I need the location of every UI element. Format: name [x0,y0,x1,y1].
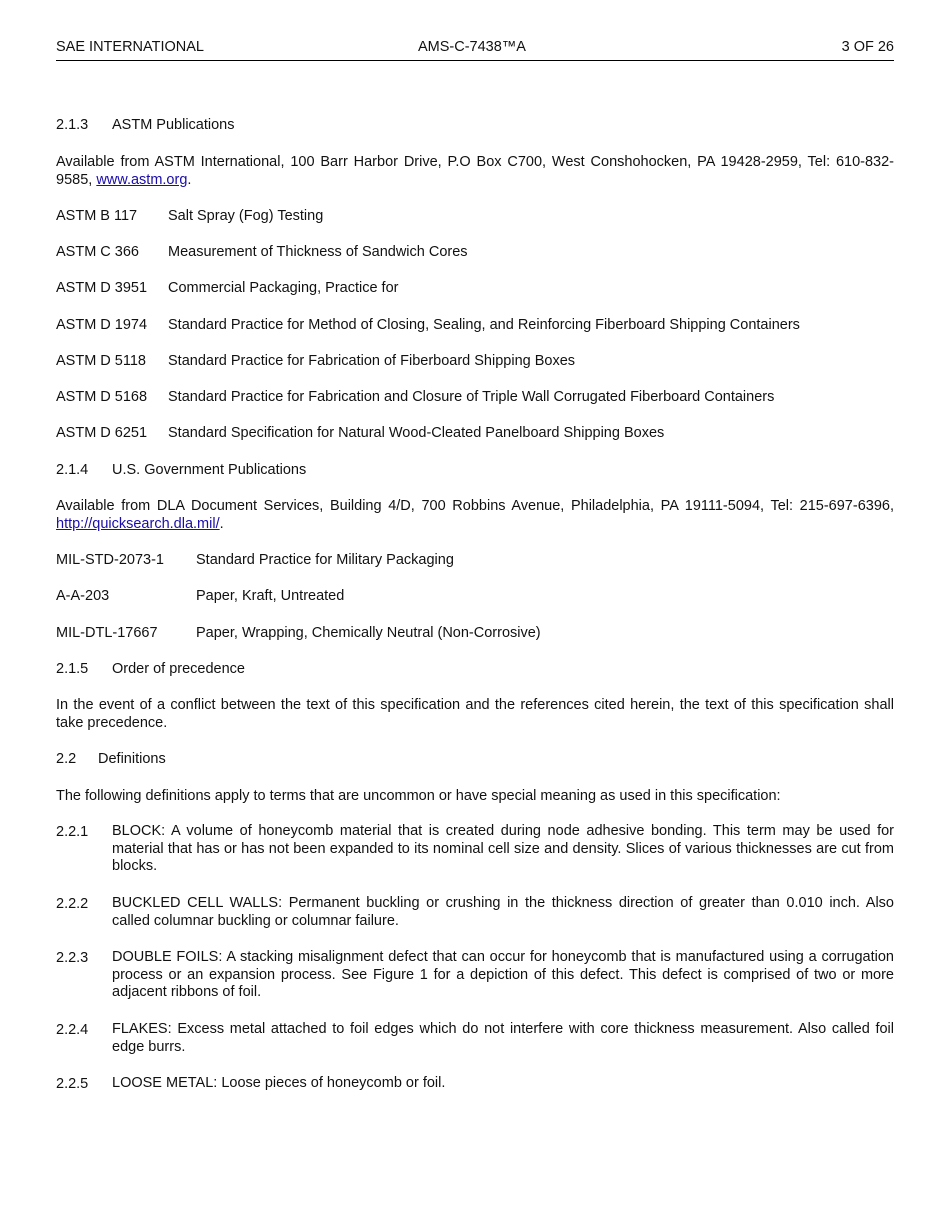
dla-availability: Available from DLA Document Services, Building 4/D, 700 Robbins Avenue, Philadelphia, PA 19111-5094, Tel: 215-697-6396, http://quicksearch.dla.mil/. [56,498,894,532]
ref-title: Standard Practice for Military Packaging [196,552,454,568]
ref-title: Commercial Packaging, Practice for [168,280,399,296]
dla-quicksearch-link[interactable]: http://quicksearch.dla.mil/ [56,516,220,532]
definition-number: 2.2.1 [56,824,89,840]
definition-number: 2.2.5 [56,1076,89,1092]
ref-code: ASTM D 3951 [56,280,148,296]
definition-text: BUCKLED CELL WALLS: Permanent buckling or crushing in the thickness direction of greater than 0.010 inch. Also called columnar buckling or columnar failure. [112,895,894,929]
page-header [56,38,894,61]
section-number: 2.2 [56,751,77,767]
ref-code: ASTM D 5168 [56,389,148,405]
definition-number: 2.2.2 [56,896,89,912]
ref-code: ASTM B 117 [56,208,138,224]
availability-text: Available from DLA Document Services, Building 4/D, 700 Robbins Avenue, Philadelphia, PA 19111-5094, Tel: 215-697-6396, [56,498,894,514]
ref-title: Standard Practice for Method of Closing, Sealing, and Reinforcing Fiberboard Shipping Containers [168,317,800,333]
ref-code: ASTM D 5118 [56,353,146,369]
ref-code: ASTM D 6251 [56,425,148,441]
availability-text: Available from ASTM International, 100 Barr Harbor Drive, P.O Box C700, West Conshohocken, PA 19428-2959, Tel: 610-832-9585, [56,154,894,188]
definition-text: BLOCK: A volume of honeycomb material that is created during node adhesive bonding. This term may be used for material that has or has not been expanded to its nominal cell size and density. Slices of various thicknesses are cut from blocks. [112,823,894,874]
definition-text: FLAKES: Excess metal attached to foil edges which do not interfere with core thickness measurement. Also called foil edge burrs. [112,1021,894,1055]
astm-availability: Available from ASTM International, 100 Barr Harbor Drive, P.O Box C700, West Conshohocken, PA 19428-2959, Tel: 610-832-9585, www.astm.org. [56,154,894,188]
ref-title: Measurement of Thickness of Sandwich Cores [168,244,468,260]
section-number: 2.1.3 [56,117,89,133]
ref-title: Standard Practice for Fabrication of Fiberboard Shipping Boxes [168,353,576,369]
ref-title: Standard Practice for Fabrication and Closure of Triple Wall Corrugated Fiberboard Containers [168,389,775,405]
ref-code: MIL-STD-2073-1 [56,552,164,568]
definition-number: 2.2.4 [56,1022,89,1038]
section-title: Order of precedence [112,661,245,677]
section-number: 2.1.5 [56,661,89,677]
definitions-intro: The following definitions apply to terms that are uncommon or have special meaning as used in this specification: [56,788,781,804]
astm-website-link[interactable]: www.astm.org [96,172,188,188]
section-title: U.S. Government Publications [112,462,307,478]
definition-number: 2.2.3 [56,950,89,966]
definition-text: DOUBLE FOILS: A stacking misalignment defect that can occur for honeycomb that is manufactured using a corrugation process or an expansion process. See Figure 1 for a depiction of this defect. This defect is comprised of two or more adjacent ribbons of foil. [112,949,894,1000]
ref-code: ASTM C 366 [56,244,139,260]
ref-title: Standard Specification for Natural Wood-Cleated Panelboard Shipping Boxes [168,425,665,441]
header-org: SAE INTERNATIONAL [56,39,204,55]
section-number: 2.1.4 [56,462,89,478]
definition-text: LOOSE METAL: Loose pieces of honeycomb or foil. [112,1075,446,1091]
ref-title: Paper, Wrapping, Chemically Neutral (Non-Corrosive) [196,625,541,641]
header-doc-id: AMS-C-7438™A [418,39,526,55]
ref-title: Salt Spray (Fog) Testing [168,208,324,224]
ref-code: ASTM D 1974 [56,317,148,333]
ref-code: MIL-DTL-17667 [56,625,158,641]
section-title: ASTM Publications [112,117,235,133]
ref-title: Paper, Kraft, Untreated [196,588,345,604]
section-title: Definitions [98,751,166,767]
precedence-paragraph: In the event of a conflict between the text of this specification and the references cited herein, the text of this specification shall take precedence. [56,697,894,731]
ref-code: A-A-203 [56,588,110,604]
header-page-number: 3 OF 26 [841,39,894,55]
